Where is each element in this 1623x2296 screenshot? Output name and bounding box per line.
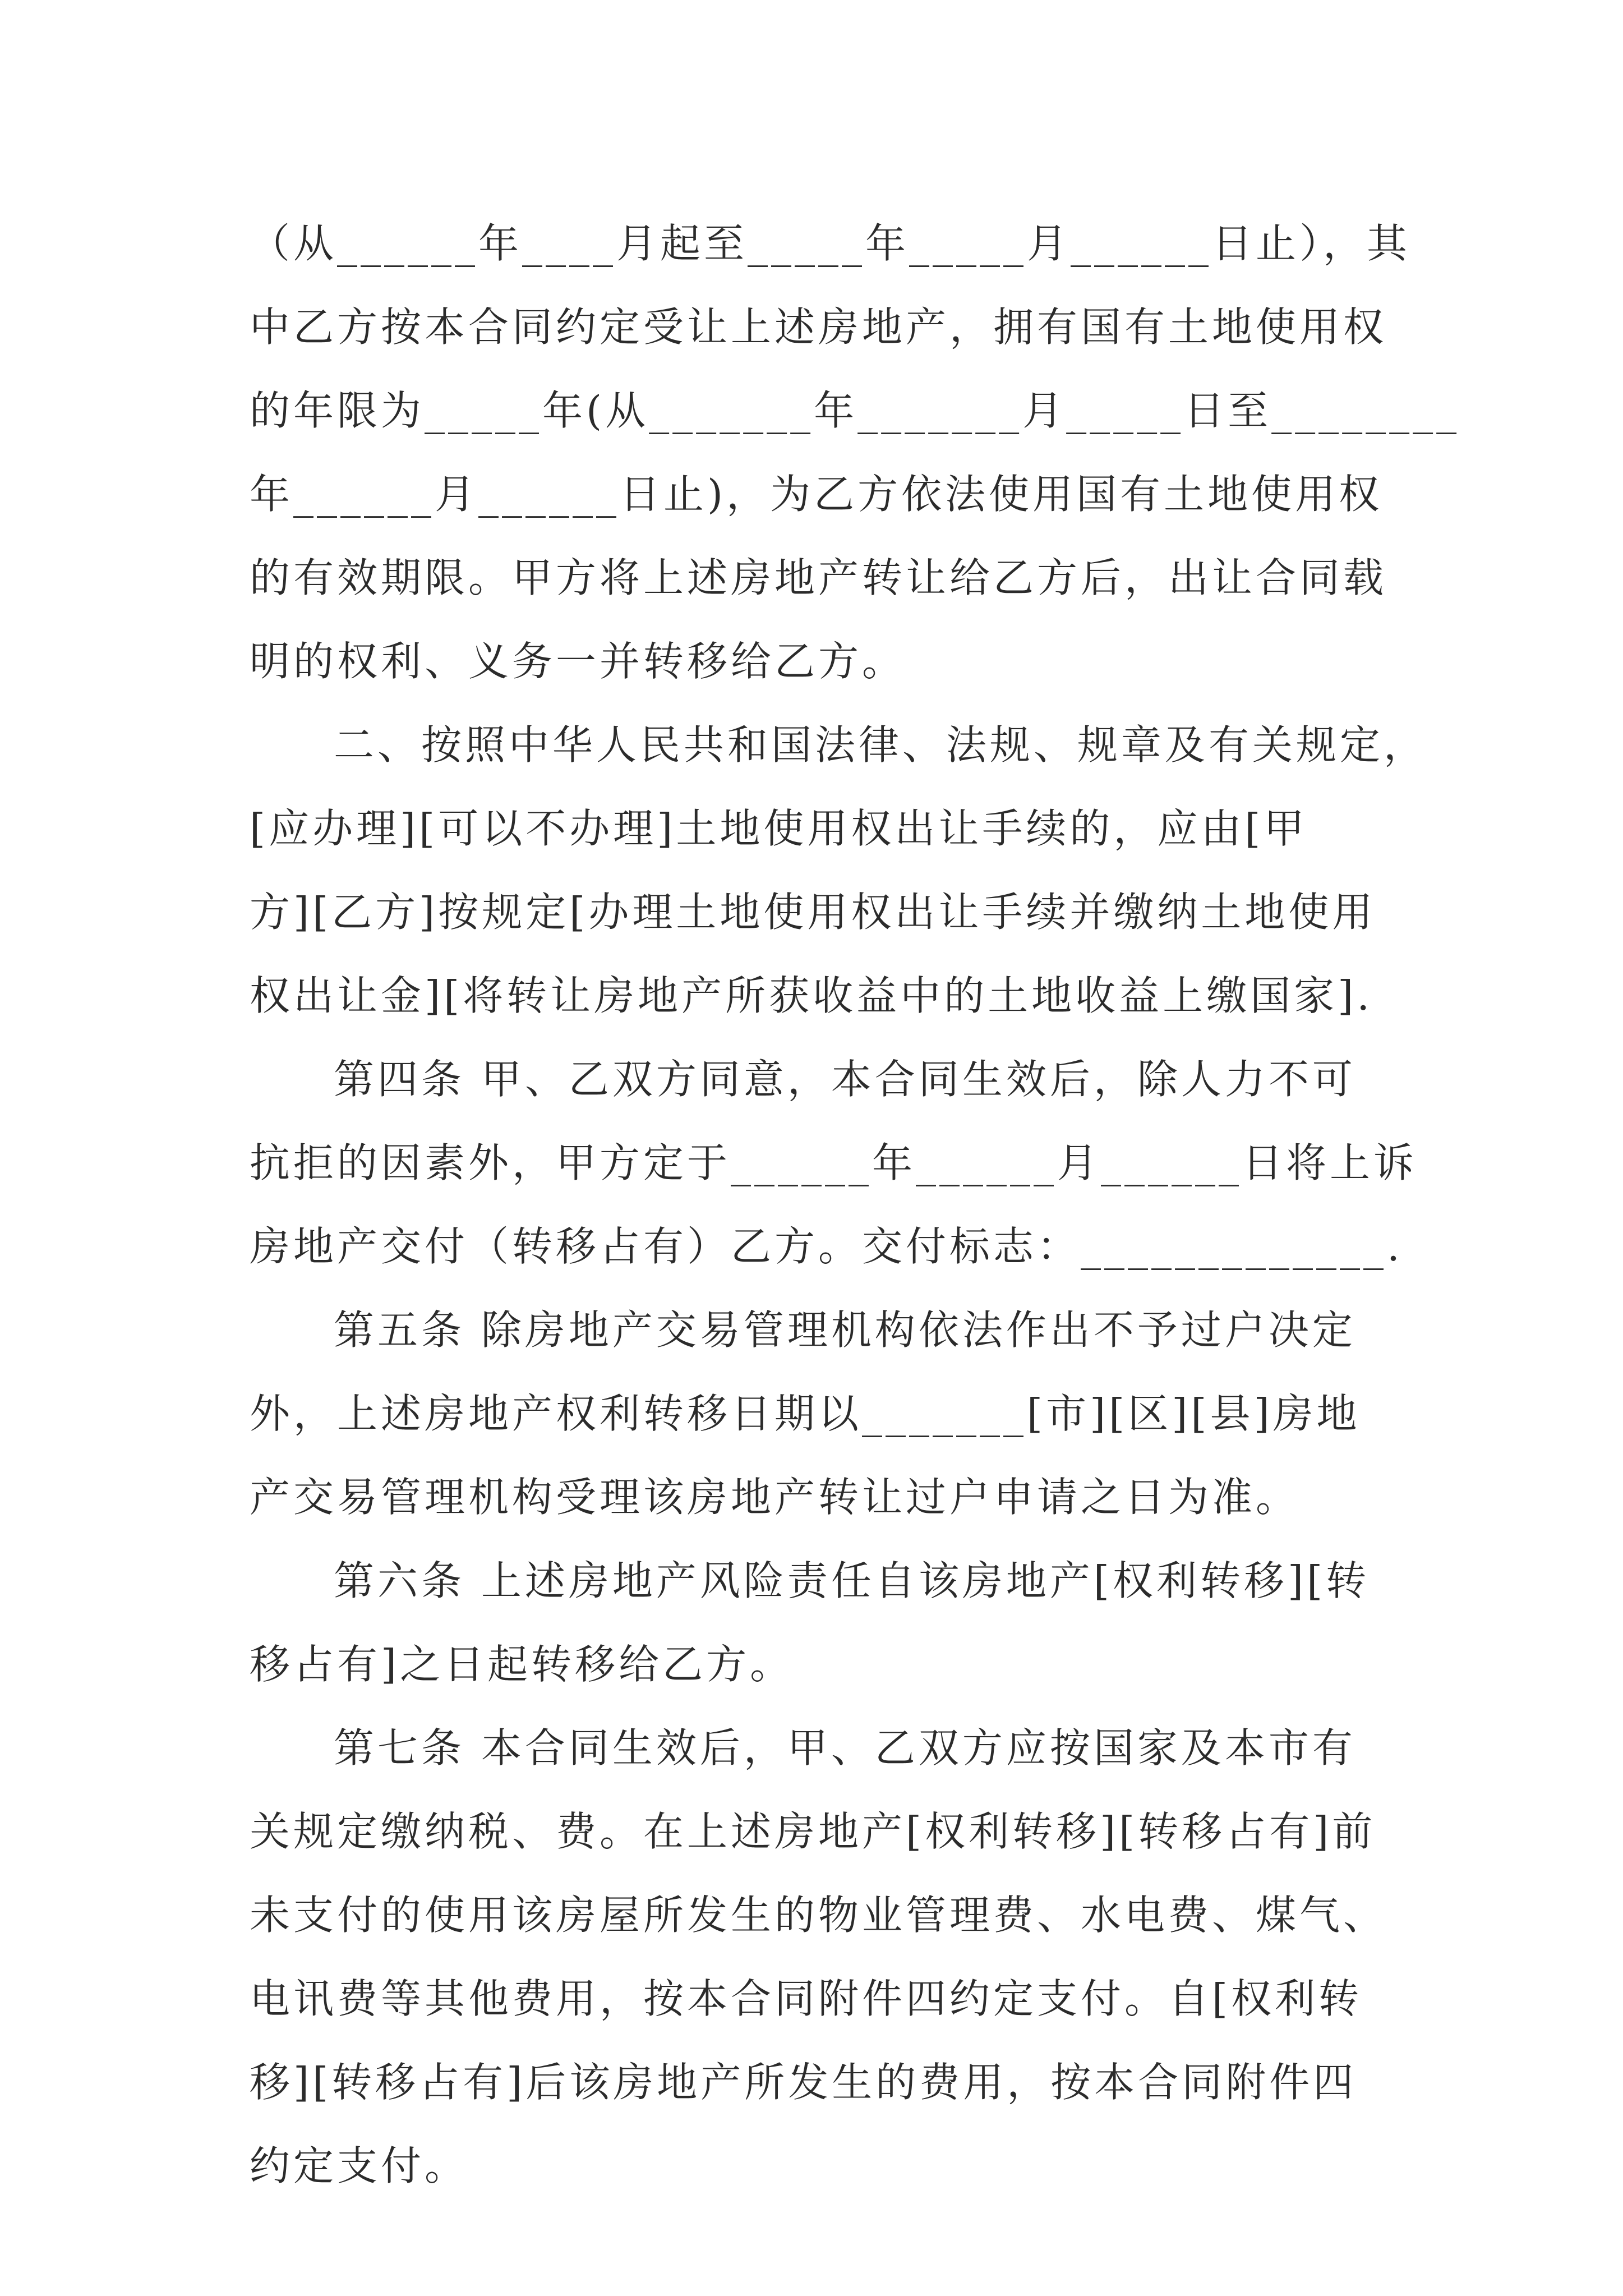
- text-line: 移][转移占有]后该房地产所发生的费用，按本合同附件四: [250, 2059, 1357, 2106]
- article-5-start-line: 第五条 除房地产交易管理机构依法作出不予过户决定: [334, 1306, 1356, 1354]
- article-6-start-line: 第六条 上述房地产风险责任自该房地产[权利转移][转: [334, 1557, 1370, 1604]
- article-7-start-line: 第七条 本合同生效后，甲、乙双方应按国家及本市有: [334, 1724, 1356, 1772]
- article-4-start-line: 第四条 甲、乙双方同意，本合同生效后，除人力不可: [334, 1056, 1356, 1103]
- text-line: 抗拒的因素外，甲方定于______年______月______日将上诉: [250, 1139, 1418, 1186]
- text-line: 中乙方按本合同约定受让上述房地产，拥有国有土地使用权: [250, 303, 1387, 351]
- text-line: 年______月______日止)，为乙方依法使用国有土地使用权: [250, 471, 1383, 518]
- text-line: 移占有]之日起转移给乙方。: [250, 1641, 794, 1688]
- text-line: 未支付的使用该房屋所发生的物业管理费、水电费、煤气、: [250, 1892, 1387, 1939]
- document-body: [250, 202, 1460, 2208]
- text-line: （从______年____月起至_____年_____月______日止），其: [250, 220, 1411, 267]
- text-line: 电讯费等其他费用，按本合同附件四约定支付。自[权利转: [250, 1975, 1363, 2022]
- text-line: 的有效期限。甲方将上述房地产转让给乙方后，出让合同载: [250, 554, 1387, 601]
- text-line: 产交易管理机构受理该房地产转让过户申请之日为准。: [250, 1474, 1300, 1521]
- text-line: 外，上述房地产权利转移日期以_______[市][区][县]房地: [250, 1390, 1361, 1437]
- text-line: 权出让金][将转让房地产所获收益中的土地收益上缴国家].: [250, 972, 1373, 1019]
- text-line: [应办理][可以不办理]土地使用权出让手续的，应由[甲: [250, 805, 1308, 852]
- text-line: 明的权利、义务一并转移给乙方。: [250, 638, 906, 685]
- text-line: 房地产交付（转移占有）乙方。交付标志：_____________.: [250, 1223, 1403, 1270]
- text-line: 关规定缴纳税、费。在上述房地产[权利转移][转移占有]前: [250, 1808, 1376, 1855]
- paragraph-start-line: 二、按照中华人民共和国法律、法规、规章及有关规定，: [334, 721, 1428, 769]
- text-line: 约定支付。: [250, 2142, 469, 2189]
- text-line: 方][乙方]按规定[办理土地使用权出让手续并缴纳土地使用: [250, 889, 1376, 936]
- text-line: 的年限为_____年(从_______年_______月_____日至________: [250, 387, 1460, 434]
